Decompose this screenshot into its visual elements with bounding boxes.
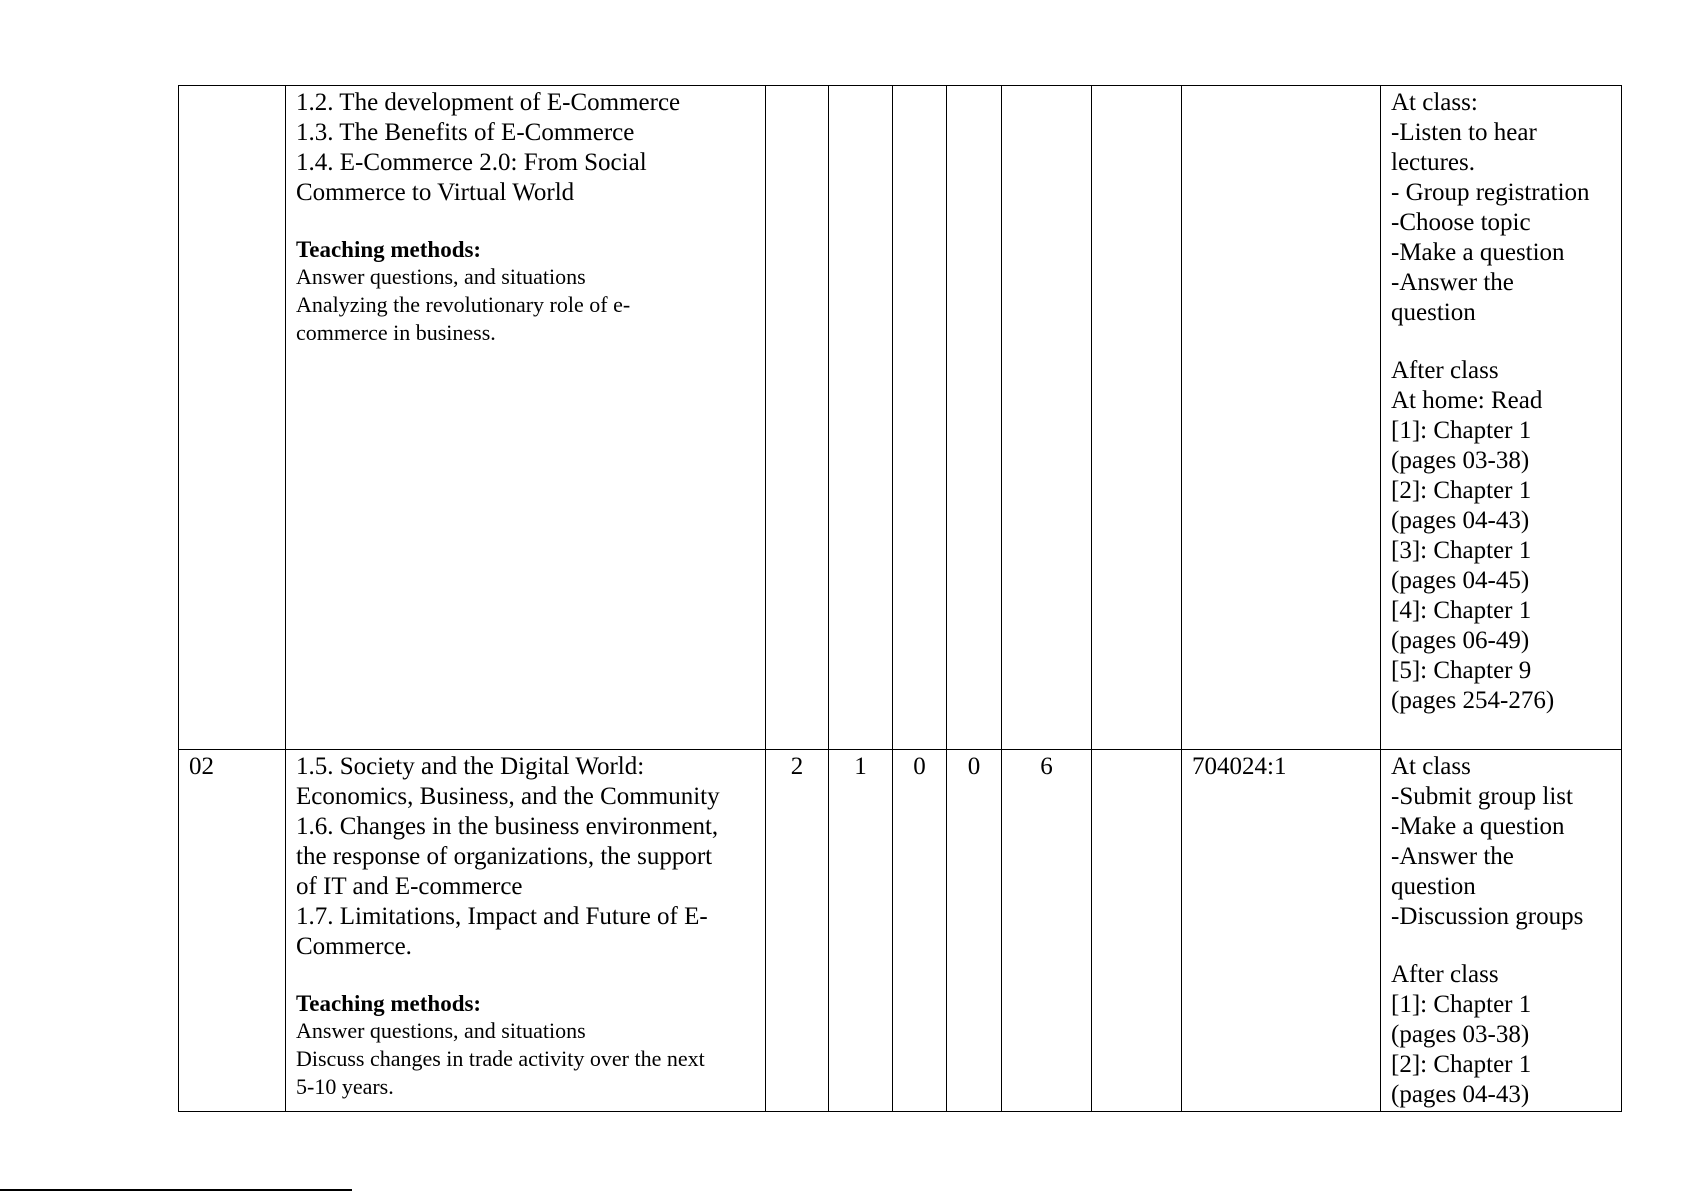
- activity-line: [4]: Chapter 1: [1391, 597, 1532, 624]
- hours-cell-c: 0: [893, 750, 947, 1112]
- content-line: Commerce.: [296, 933, 412, 960]
- hours-cell-f: [1092, 86, 1182, 750]
- hours-cell-b: [829, 86, 893, 750]
- activity-line: -Discussion groups: [1391, 903, 1584, 930]
- activity-line: -Choose topic: [1391, 209, 1531, 236]
- content-line: 1.7. Limitations, Impact and Future of E-: [296, 903, 708, 930]
- activity-line: (pages 254-276): [1391, 687, 1555, 714]
- hours-cell-e: [1002, 86, 1092, 750]
- content-line: 1.3. The Benefits of E-Commerce: [296, 119, 635, 146]
- hours-cell-c: [893, 86, 947, 750]
- method-line: Discuss changes in trade activity over the next: [296, 1046, 705, 1071]
- activity-line: lectures.: [1391, 149, 1475, 176]
- week-cell: 02: [179, 750, 286, 1112]
- hours-cell-b: 1: [829, 750, 893, 1112]
- hours-cell-d: [947, 86, 1002, 750]
- activity-line: (pages 06-49): [1391, 627, 1530, 654]
- activities-cell: [1381, 750, 1622, 1112]
- content-line: 1.2. The development of E-Commerce: [296, 89, 681, 116]
- content-line: Economics, Business, and the Community: [296, 783, 720, 810]
- activity-line: [5]: Chapter 9: [1391, 657, 1532, 684]
- content-line: 1.6. Changes in the business environment,: [296, 813, 719, 840]
- table-row: [179, 86, 1622, 750]
- activity-line: [1]: Chapter 1: [1391, 417, 1532, 444]
- activity-line: question: [1391, 299, 1476, 326]
- content-line: 1.4. E-Commerce 2.0: From Social: [296, 149, 647, 176]
- activity-line: [3]: Chapter 1: [1391, 537, 1532, 564]
- activity-line: -Answer the: [1391, 843, 1514, 870]
- activity-line: At class: [1391, 753, 1471, 780]
- content-cell: [286, 86, 766, 750]
- activity-line: -Make a question: [1391, 239, 1565, 266]
- activity-line: [2]: Chapter 1: [1391, 477, 1532, 504]
- method-line: Answer questions, and situations: [296, 1018, 586, 1043]
- method-line: Analyzing the revolutionary role of e-: [296, 292, 631, 317]
- activity-line: (pages 04-43): [1391, 507, 1530, 534]
- hours-cell-f: [1092, 750, 1182, 1112]
- activity-line: [2]: Chapter 1: [1391, 1051, 1532, 1078]
- activity-line: -Submit group list: [1391, 783, 1573, 810]
- method-line: 5-10 years.: [296, 1074, 394, 1099]
- activity-line: (pages 03-38): [1391, 1021, 1530, 1048]
- activity-line: -Answer the: [1391, 269, 1514, 296]
- activity-line: - Group registration: [1391, 179, 1590, 206]
- activity-line: After class: [1391, 357, 1499, 384]
- hours-cell-e: 6: [1002, 750, 1092, 1112]
- method-line: commerce in business.: [296, 320, 496, 345]
- teaching-methods-heading: Teaching methods:: [296, 237, 482, 262]
- content-line: the response of organizations, the support: [296, 843, 713, 870]
- activity-line: -Listen to hear: [1391, 119, 1537, 146]
- activity-line: (pages 03-38): [1391, 447, 1530, 474]
- activity-line: At class:: [1391, 89, 1478, 116]
- activity-line: After class: [1391, 961, 1499, 988]
- code-cell: [1182, 86, 1381, 750]
- code-cell: 704024:1: [1182, 750, 1381, 1112]
- activity-line: (pages 04-45): [1391, 567, 1530, 594]
- hours-cell-a: 2: [766, 750, 829, 1112]
- activity-line: (pages 04-43): [1391, 1081, 1530, 1108]
- activity-line: question: [1391, 873, 1476, 900]
- activities-cell: [1381, 86, 1622, 750]
- activity-line: -Make a question: [1391, 813, 1565, 840]
- hours-cell-a: [766, 86, 829, 750]
- activity-line: At home: Read: [1391, 387, 1543, 414]
- content-cell: [286, 750, 766, 1112]
- activity-line: [1]: Chapter 1: [1391, 991, 1532, 1018]
- content-line: Commerce to Virtual World: [296, 179, 575, 206]
- teaching-methods-heading: Teaching methods:: [296, 991, 482, 1016]
- syllabus-table: [178, 85, 1622, 1112]
- content-line: 1.5. Society and the Digital World:: [296, 753, 645, 780]
- method-line: Answer questions, and situations: [296, 264, 586, 289]
- hours-cell-d: 0: [947, 750, 1002, 1112]
- week-cell: [179, 86, 286, 750]
- table-row: [179, 750, 1622, 1112]
- content-line: of IT and E-commerce: [296, 873, 523, 900]
